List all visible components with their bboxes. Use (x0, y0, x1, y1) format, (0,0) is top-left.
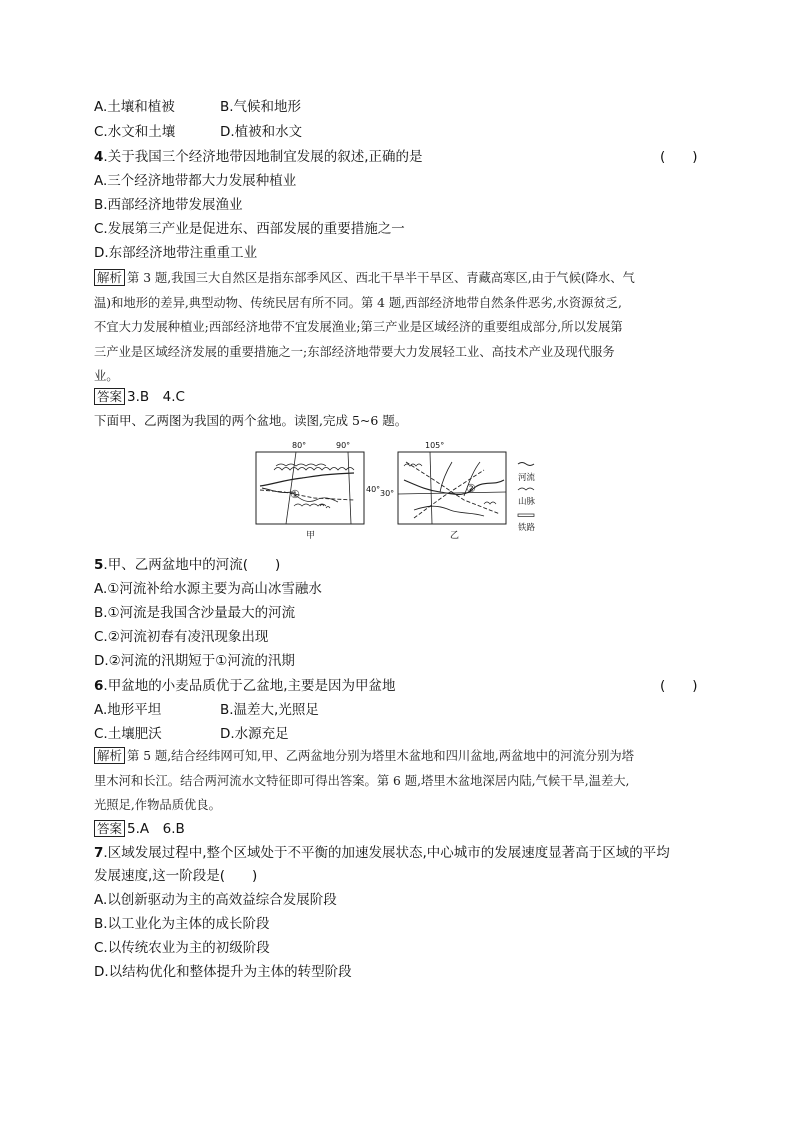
answer-tag: 答案 (94, 388, 125, 405)
basin-maps (254, 440, 544, 544)
explanation-line: 里木河和长江。结合两河流水文特征即可得出答案。第 6 题,塔里木盆地深居内陆,气候干旱,温差大, (94, 773, 630, 788)
legend-railway: 铁路 (518, 523, 536, 533)
q6-answer-paren: ( ) (660, 678, 698, 694)
q4-option-b: B.西部经济地带发展渔业 (94, 197, 243, 213)
explanation-1 (94, 266, 702, 389)
explanation-line: 不宜大力发展种植业;西部经济地带不宜发展渔业;第三产业是区域经济的重要组成部分,所以发展第 (94, 320, 623, 334)
q4-number: 4 (94, 149, 104, 165)
q6-option-row-2 (94, 724, 289, 744)
explanation-tag: 解析 (94, 269, 125, 286)
map-jia-lat: 40° (366, 485, 381, 494)
map-yi-caption: 乙 (450, 531, 460, 541)
map-jia-basin-number: ① (290, 488, 300, 501)
q7-stem-line-1 (94, 843, 670, 863)
map-yi-basin-number: ② (466, 482, 476, 495)
map-yi (380, 441, 506, 541)
answer-2 (94, 819, 185, 839)
q7-text: .区域发展过程中,整个区域处于不平衡的加速发展状态,中心城市的发展速度显著高于区域的平均 (103, 845, 670, 861)
q7-option-d: D.以结构优化和整体提升为主体的转型阶段 (94, 964, 352, 980)
q5-option-a: A.①河流补给水源主要为高山冰雪融水 (94, 581, 322, 597)
explanation-2 (94, 744, 702, 818)
legend-mountain: 山脉 (518, 497, 536, 507)
basin-maps-svg (254, 440, 544, 544)
q3-option-row-1 (94, 97, 302, 117)
q5-number: 5 (94, 557, 104, 573)
q5-text: .甲、乙两盆地中的河流( ) (103, 557, 281, 573)
q3-option-a: A.土壤和植被 (94, 99, 175, 115)
q6-option-c: C.土壤肥沃 (94, 726, 162, 742)
q6-text: .甲盆地的小麦品质优于乙盆地,主要是因为甲盆地 (103, 678, 396, 694)
map-jia-lon1: 80° (292, 441, 307, 450)
q4-stem (94, 147, 423, 167)
q5-option-d: D.②河流的汛期短于①河流的汛期 (94, 653, 295, 669)
map-jia-lon2: 90° (336, 441, 351, 450)
q4-answer-paren: ( ) (660, 149, 698, 165)
q7-option-b: B.以工业化为主体的成长阶段 (94, 916, 270, 932)
explanation-tag: 解析 (94, 747, 125, 764)
map-jia-caption: 甲 (306, 531, 316, 541)
q5-option-c: C.②河流初春有凌汛现象出现 (94, 629, 269, 645)
q6-number: 6 (94, 678, 104, 694)
map-jia (256, 441, 380, 541)
explanation-line: 三产业是区域经济发展的重要措施之一;东部经济地带要大力发展轻工业、高技术产业及现代服务 (94, 344, 615, 359)
explanation-line: 业。 (94, 369, 119, 383)
answer-1 (94, 387, 185, 407)
q3-option-c: C.水文和土壤 (94, 124, 176, 140)
q3-option-d: D.植被和水文 (220, 124, 303, 140)
answer-text: 3.B 4.C (127, 389, 185, 405)
q6-option-d: D.水源充足 (220, 726, 289, 742)
q3-option-b: B.气候和地形 (220, 99, 302, 115)
q5-stem (94, 555, 280, 575)
explanation-line: 第 5 题,结合经纬网可知,甲、乙两盆地分别为塔里木盆地和四川盆地,两盆地中的河流分别为塔 (127, 749, 634, 763)
mountain-symbol (518, 488, 534, 490)
map-intro: 下面甲、乙两图为我国的两个盆地。读图,完成 5~6 题。 (94, 413, 408, 428)
explanation-line: 光照足,作物品质优良。 (94, 798, 221, 812)
q4-option-d: D.东部经济地带注重重工业 (94, 245, 258, 261)
q4-option-a: A.三个经济地带都大力发展种植业 (94, 173, 297, 189)
q5-option-b: B.①河流是我国含沙量最大的河流 (94, 605, 296, 621)
legend-river: 河流 (518, 473, 536, 483)
q3-option-row-2 (94, 122, 303, 142)
map-yi-lat: 30° (380, 489, 395, 498)
explanation-line: 第 3 题,我国三大自然区是指东部季风区、西北干旱半干旱区、青藏高寒区,由于气候(降水、气 (127, 271, 635, 285)
map-yi-lon: 105° (425, 441, 445, 450)
q7-option-c: C.以传统农业为主的初级阶段 (94, 940, 270, 956)
railway-symbol (518, 514, 534, 517)
q6-option-row-1 (94, 700, 319, 720)
river-symbol (518, 463, 534, 466)
q7-stem-line-2: 发展速度,这一阶段是( ) (94, 868, 258, 884)
answer-tag: 答案 (94, 820, 125, 837)
q7-number: 7 (94, 845, 104, 861)
q6-option-a: A.地形平坦 (94, 702, 162, 718)
q7-option-a: A.以创新驱动为主的高效益综合发展阶段 (94, 892, 337, 908)
q4-text: .关于我国三个经济地带因地制宜发展的叙述,正确的是 (103, 149, 423, 165)
map-legend (518, 463, 536, 534)
answer-text: 5.A 6.B (127, 821, 185, 837)
explanation-line: 温)和地形的差异,典型动物、传统民居有所不同。第 4 题,西部经济地带自然条件恶劣,水资源贫乏, (94, 295, 622, 310)
q6-option-b: B.温差大,光照足 (220, 702, 319, 718)
q6-stem (94, 676, 396, 696)
q4-option-c: C.发展第三产业是促进东、西部发展的重要措施之一 (94, 221, 405, 237)
